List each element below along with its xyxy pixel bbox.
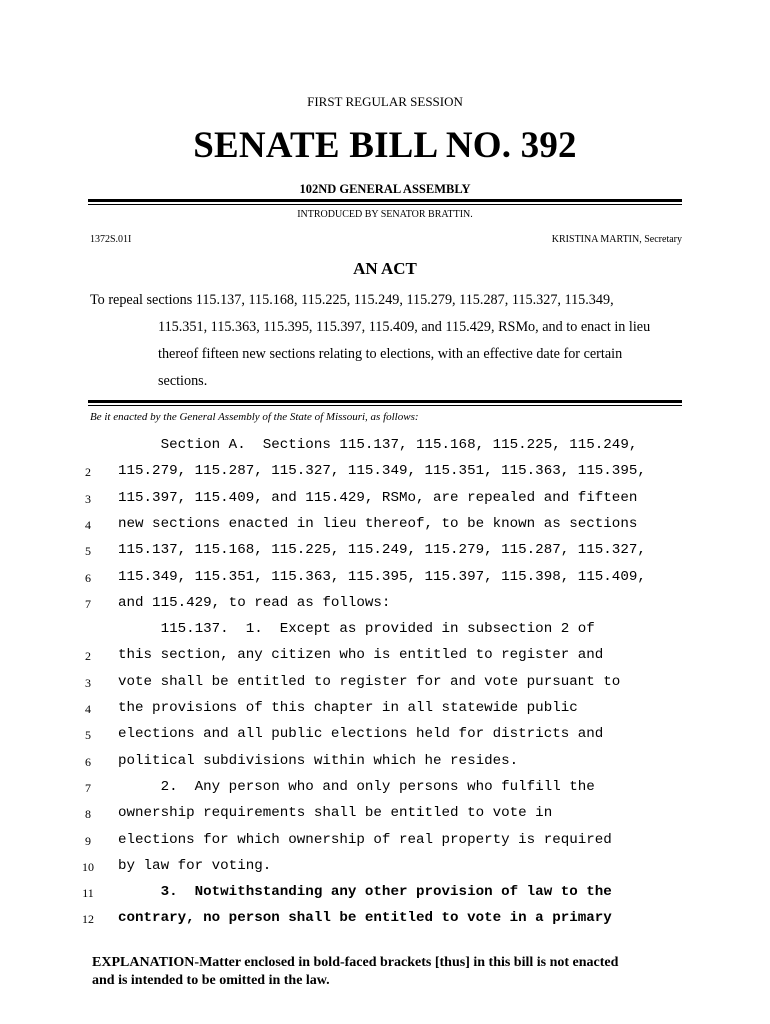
bill-text-line: 3. Notwithstanding any other provision of law to the bbox=[118, 884, 612, 900]
bill-text-line: Section A. Sections 115.137, 115.168, 115.225, 115.249, bbox=[118, 437, 638, 453]
line-number: 7 bbox=[85, 597, 91, 611]
bill-text-line: 115.397, 115.409, and 115.429, RSMo, are repealed and fifteen bbox=[118, 490, 638, 506]
line-number: 3 bbox=[85, 676, 91, 690]
introduced-by: INTRODUCED BY SENATOR BRATTIN. bbox=[297, 209, 473, 220]
bill-text-line: 115.137, 115.168, 115.225, 115.249, 115.279, 115.287, 115.327, bbox=[118, 542, 646, 558]
act-title-line: To repeal sections 115.137, 115.168, 115.225, 115.249, 115.279, 115.287, 115.327, 115.349, bbox=[90, 292, 614, 308]
bill-text-line: the provisions of this chapter in all statewide public bbox=[118, 700, 578, 716]
line-number: 6 bbox=[85, 755, 91, 769]
line-number: 9 bbox=[85, 834, 91, 848]
bill-text-line: contrary, no person shall be entitled to vote in a primary bbox=[118, 910, 612, 926]
bill-text-line: elections for which ownership of real property is required bbox=[118, 832, 612, 848]
bill-text-line: by law for voting. bbox=[118, 858, 272, 874]
line-number: 4 bbox=[85, 702, 91, 716]
assembly-label: 102ND GENERAL ASSEMBLY bbox=[299, 182, 471, 196]
line-number: 10 bbox=[82, 860, 94, 874]
bill-text-line: vote shall be entitled to register for and vote pursuant to bbox=[118, 674, 621, 690]
line-number: 3 bbox=[85, 492, 91, 506]
line-number: 8 bbox=[85, 807, 91, 821]
lr-number: 1372S.01I bbox=[90, 234, 132, 245]
bill-text-line: and 115.429, to read as follows: bbox=[118, 595, 391, 611]
line-number: 2 bbox=[85, 465, 91, 479]
bill-text-line: this section, any citizen who is entitled to register and bbox=[118, 647, 604, 663]
line-number: 6 bbox=[85, 571, 91, 585]
line-number: 4 bbox=[85, 518, 91, 532]
line-number: 11 bbox=[82, 886, 94, 900]
bill-text-line: ownership requirements shall be entitled to vote in bbox=[118, 805, 553, 821]
line-number: 7 bbox=[85, 781, 91, 795]
bill-text-line: political subdivisions within which he resides. bbox=[118, 753, 519, 769]
secretary-name: KRISTINA MARTIN, Secretary bbox=[551, 234, 682, 245]
line-number: 5 bbox=[85, 544, 91, 558]
session-label: FIRST REGULAR SESSION bbox=[307, 94, 463, 109]
explanation-note bbox=[92, 954, 618, 990]
header-double-rule-bottom bbox=[88, 204, 682, 205]
line-number: 2 bbox=[85, 649, 91, 663]
act-title-line: 115.351, 115.363, 115.395, 115.397, 115.409, and 115.429, RSMo, and to enact in lieu bbox=[158, 319, 651, 335]
line-number: 12 bbox=[82, 912, 94, 926]
act-title-line: thereof fifteen new sections relating to elections, with an effective date for certain bbox=[158, 346, 623, 362]
explanation-line: EXPLANATION-Matter enclosed in bold-faced brackets [thus] in this bill is not enacted bbox=[92, 955, 619, 970]
bill-text-line: 115.137. 1. Except as provided in subsection 2 of bbox=[118, 621, 595, 637]
bill-text-line: 115.349, 115.351, 115.363, 115.395, 115.397, 115.398, 115.409, bbox=[118, 569, 646, 585]
enacting-clause: Be it enacted by the General Assembly of the State of Missouri, as follows: bbox=[90, 411, 419, 423]
bill-text-line: elections and all public elections held for districts and bbox=[118, 726, 604, 742]
bill-number-title: SENATE BILL NO. 392 bbox=[193, 125, 577, 166]
enacting-double-rule-bottom bbox=[88, 405, 682, 406]
header-double-rule-top bbox=[88, 199, 682, 202]
an-act-heading: AN ACT bbox=[353, 259, 417, 278]
bill-text-line: new sections enacted in lieu thereof, to be known as sections bbox=[118, 516, 638, 532]
bill-text-line: 115.279, 115.287, 115.327, 115.349, 115.351, 115.363, 115.395, bbox=[118, 463, 646, 479]
enacting-double-rule-top bbox=[88, 400, 682, 403]
line-number: 5 bbox=[85, 728, 91, 742]
act-title-line: sections. bbox=[158, 373, 208, 389]
bill-text-line: 2. Any person who and only persons who fulfill the bbox=[118, 779, 595, 795]
explanation-line: and is intended to be omitted in the law. bbox=[92, 973, 330, 988]
